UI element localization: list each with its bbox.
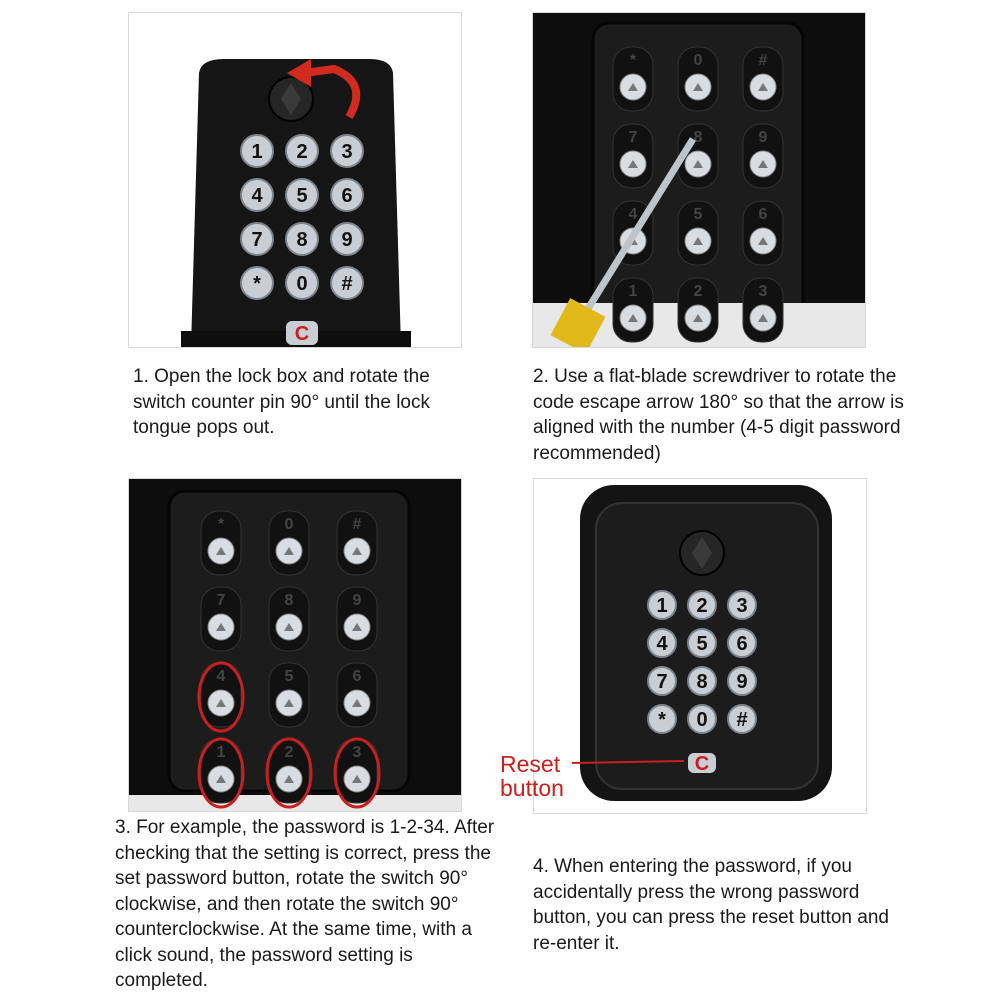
dial-digit: # [352, 516, 362, 533]
dial-digit: 3 [758, 283, 768, 300]
keypad-key-label: 7 [656, 671, 668, 693]
dial-digit: 5 [693, 206, 703, 223]
dial-digit: 1 [628, 283, 638, 300]
keypad-key-label: 8 [296, 229, 308, 251]
step4-image [533, 478, 867, 814]
step2-caption: 2. Use a flat-blade screwdriver to rotate the code escape arrow 180° so that the arrow is aligned with the number (4-5 digit password recommended) [533, 366, 904, 464]
keypad-key-label: 9 [341, 229, 353, 251]
dial-digit: 4 [216, 668, 226, 685]
keypad-key-label: 2 [696, 595, 708, 617]
keypad-key-label: 7 [251, 229, 263, 251]
dial-digit: 8 [284, 592, 294, 609]
clear-key-label: C [694, 753, 710, 775]
step2-image [532, 12, 866, 348]
lockbox-front-reset [534, 479, 866, 813]
dial-digit: 6 [758, 206, 768, 223]
keypad-key-label: * [658, 709, 666, 731]
keypad-key-label: 0 [296, 273, 308, 295]
keypad-key-label: 8 [696, 671, 708, 693]
dial-digit: * [629, 52, 637, 69]
keypad-key-label: 2 [296, 141, 308, 163]
dial-digit: 5 [284, 668, 294, 685]
dial-digit: 7 [628, 129, 638, 146]
dial-digit: * [217, 516, 225, 533]
dial-digit: 9 [352, 592, 362, 609]
keypad-key-label: 1 [656, 595, 668, 617]
dial-digit: 2 [693, 283, 703, 300]
step4-caption: 4. When entering the password, if you accidentally press the wrong password button, you can press the reset button and re-enter it. [533, 856, 889, 954]
reset-button-label: Reset button [500, 751, 564, 801]
clear-key-label: C [294, 323, 310, 345]
keypad-key-label: 0 [696, 709, 708, 731]
dial-digit: 1 [216, 744, 226, 761]
keypad-key-label: 1 [251, 141, 263, 163]
internal-dials-circled [129, 479, 461, 811]
lockbox-front-keypad [129, 13, 461, 347]
keypad-key-label: 5 [696, 633, 708, 655]
step1-caption: 1. Open the lock box and rotate the switch counter pin 90° until the lock tongue pops out. [133, 366, 430, 438]
dial-digit: 7 [216, 592, 226, 609]
internal-dials-screwdriver [533, 13, 865, 347]
dial-digit: # [758, 52, 768, 69]
dial-digit: 0 [284, 516, 294, 533]
dial-digit: 9 [758, 129, 768, 146]
dial-digit: 3 [352, 744, 362, 761]
keypad-key-label: * [253, 273, 261, 295]
keypad-key-label: 9 [736, 671, 748, 693]
step3-image [128, 478, 462, 812]
keypad-key-label: # [341, 273, 353, 295]
keypad-key-label: 4 [656, 633, 668, 655]
dial-digit: 2 [284, 744, 294, 761]
keypad-key-label: # [736, 709, 748, 731]
keypad-key-label: 6 [341, 185, 353, 207]
dial-digit: 0 [693, 52, 703, 69]
dial-digit: 6 [352, 668, 362, 685]
step1-image [128, 12, 462, 348]
keypad-key-label: 6 [736, 633, 748, 655]
keypad-key-label: 3 [341, 141, 353, 163]
step3-caption: 3. For example, the password is 1-2-34. After checking that the setting is correct, press the set password button, rotate the switch 90° clockwise, and then rotate the switch 90° counterclockwise. At the same time, with a click sound, the password setting is completed. [115, 817, 495, 991]
dial-digit: 8 [693, 129, 703, 146]
keypad-key-label: 3 [736, 595, 748, 617]
dial-digit: 4 [628, 206, 638, 223]
keypad-key-label: 5 [296, 185, 308, 207]
keypad-key-label: 4 [251, 185, 263, 207]
